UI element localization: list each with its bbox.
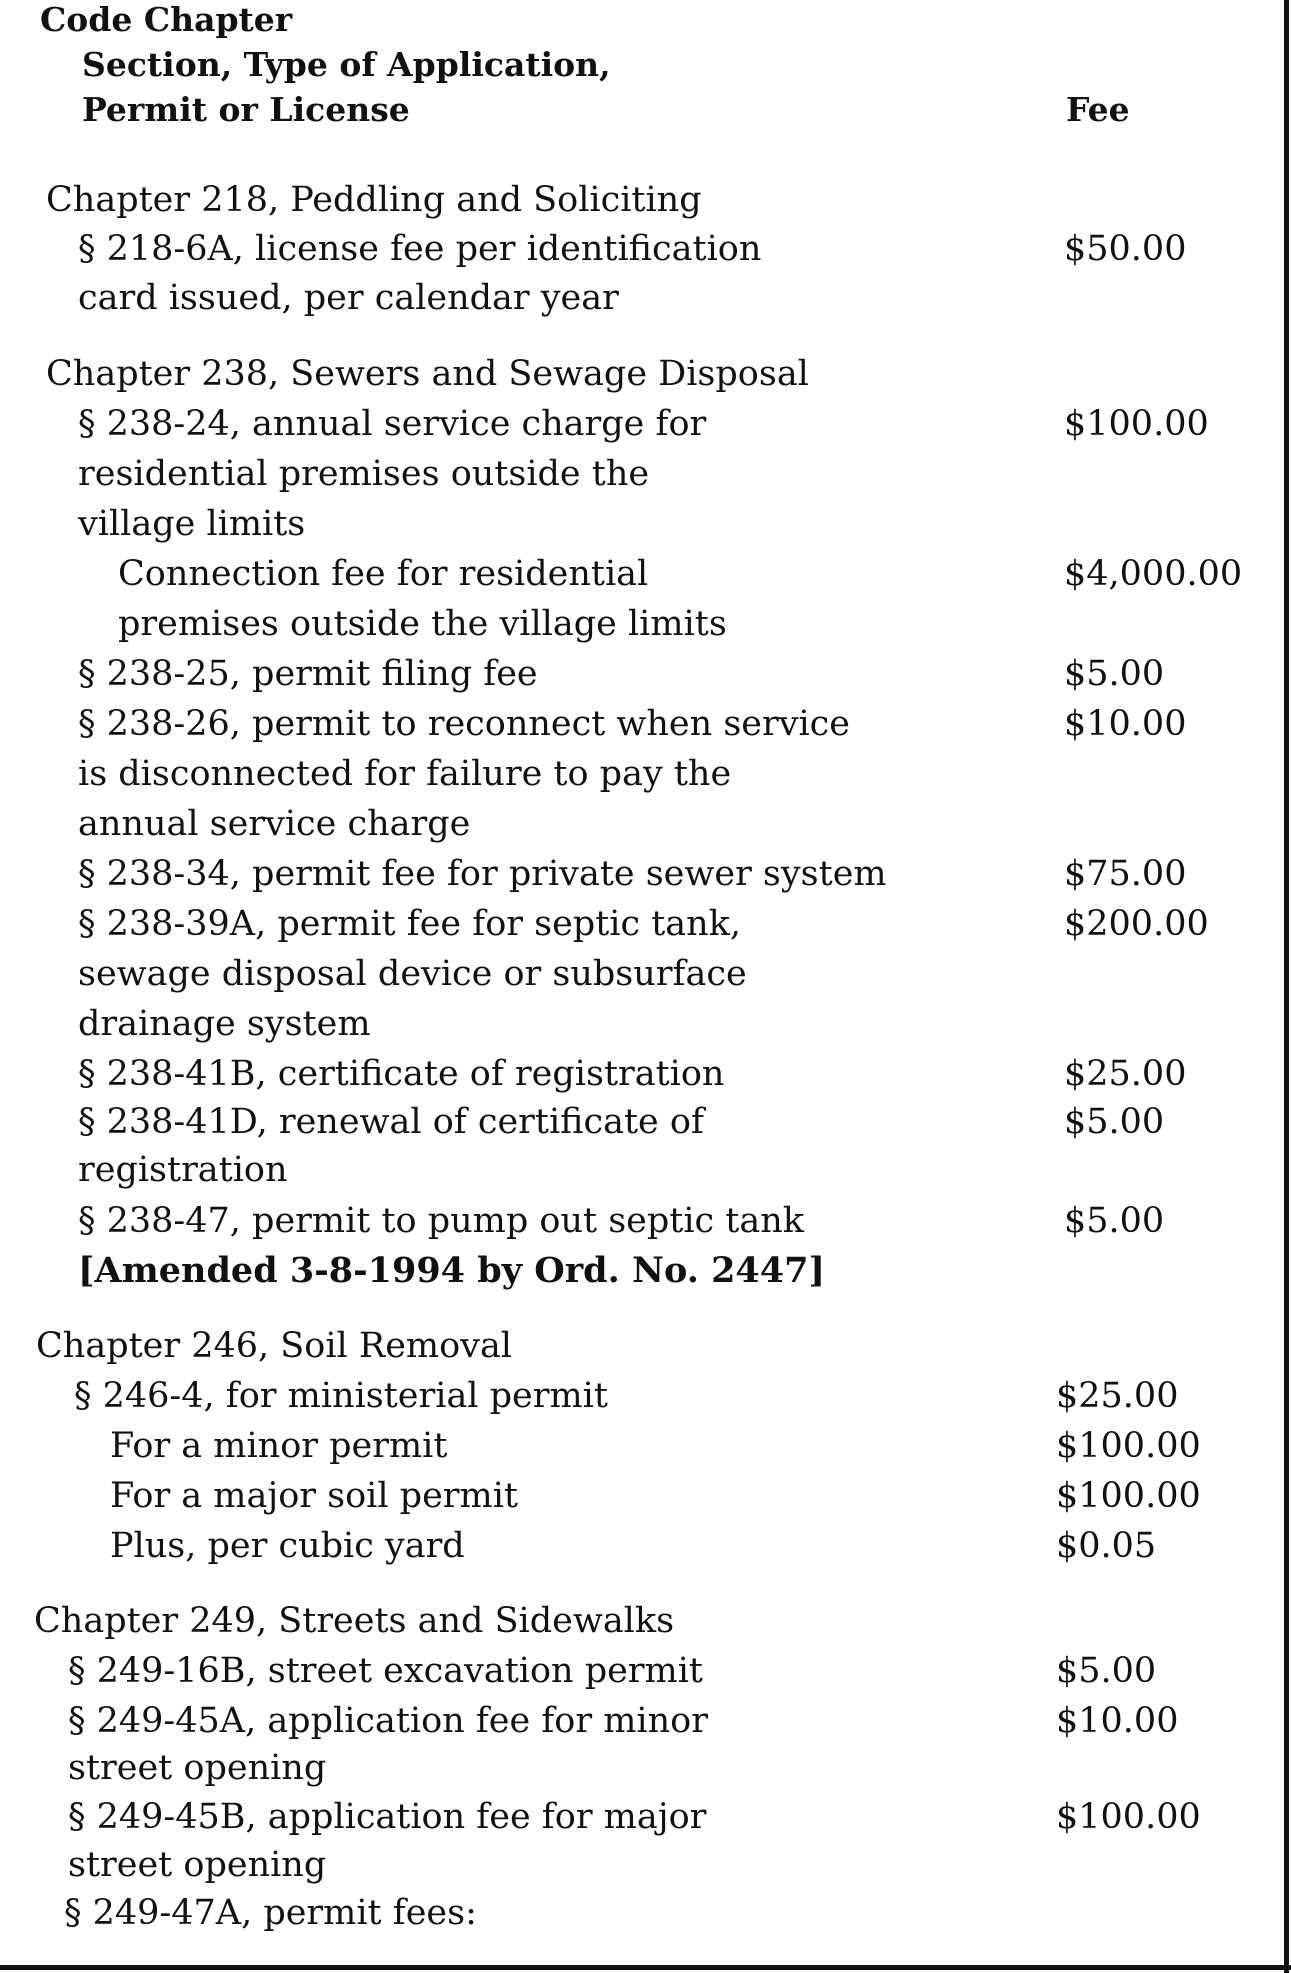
- fee-249-16b: $5.00: [1056, 1651, 1157, 1691]
- section-218-6a: § 218-6A, license fee per identification: [78, 229, 762, 269]
- fee-238-26: $10.00: [1064, 704, 1187, 744]
- section-238-41b: § 238-41B, certificate of registration: [78, 1054, 725, 1094]
- fee-238-41d: $5.00: [1064, 1102, 1165, 1142]
- fee-238-34: $75.00: [1064, 854, 1187, 894]
- section-238-39a-cont2: drainage system: [78, 1004, 371, 1044]
- chapter-218-title: Chapter 218, Peddling and Soliciting: [46, 180, 702, 220]
- section-238-24-cont2: village limits: [78, 504, 306, 544]
- header-section-type: Section, Type of Application,: [82, 45, 611, 84]
- section-249-47a: § 249-47A, permit fees:: [64, 1893, 477, 1933]
- section-238-47: § 238-47, permit to pump out septic tank: [78, 1201, 804, 1241]
- per-cubic-yard: Plus, per cubic yard: [110, 1526, 465, 1566]
- section-249-45a-cont: street opening: [68, 1748, 327, 1788]
- fee-246-4: $25.00: [1056, 1376, 1179, 1416]
- header-fee: Fee: [1066, 90, 1130, 129]
- connection-fee: Connection fee for residential: [118, 554, 649, 594]
- section-238-24-cont1: residential premises outside the: [78, 454, 650, 494]
- connection-fee-cont: premises outside the village limits: [118, 604, 727, 644]
- fee-249-45a: $10.00: [1056, 1701, 1179, 1741]
- section-238-39a-cont1: sewage disposal device or subsurface: [78, 954, 747, 994]
- section-246-4: § 246-4, for ministerial permit: [74, 1376, 608, 1416]
- fee-218-6a: $50.00: [1064, 229, 1187, 269]
- fee-per-cubic-yard: $0.05: [1056, 1526, 1157, 1566]
- chapter-246-title: Chapter 246, Soil Removal: [36, 1326, 513, 1366]
- section-238-25: § 238-25, permit filing fee: [78, 654, 538, 694]
- section-238-39a: § 238-39A, permit fee for septic tank,: [78, 904, 742, 944]
- section-238-41d-cont: registration: [78, 1150, 288, 1190]
- section-238-26-cont2: annual service charge: [78, 804, 471, 844]
- major-soil-permit: For a major soil permit: [110, 1476, 518, 1516]
- chapter-238-title: Chapter 238, Sewers and Sewage Disposal: [46, 354, 809, 394]
- minor-permit: For a minor permit: [110, 1426, 448, 1466]
- fee-major-soil-permit: $100.00: [1056, 1476, 1201, 1516]
- bottom-border-rule: [0, 1965, 1291, 1970]
- fee-connection: $4,000.00: [1064, 554, 1243, 594]
- section-249-45b-cont: street opening: [68, 1845, 327, 1885]
- fee-minor-permit: $100.00: [1056, 1426, 1201, 1466]
- header-code-chapter: Code Chapter: [40, 0, 293, 39]
- section-238-26: § 238-26, permit to reconnect when service: [78, 704, 850, 744]
- section-249-16b: § 249-16B, street excavation permit: [68, 1651, 703, 1691]
- section-238-41d: § 238-41D, renewal of certificate of: [78, 1102, 704, 1142]
- section-238-34: § 238-34, permit fee for private sewer system: [78, 854, 887, 894]
- fee-238-39a: $200.00: [1064, 904, 1209, 944]
- section-238-26-cont1: is disconnected for failure to pay the: [78, 754, 732, 794]
- chapter-249-title: Chapter 249, Streets and Sidewalks: [34, 1601, 675, 1641]
- section-249-45a: § 249-45A, application fee for minor: [68, 1701, 708, 1741]
- fee-249-45b: $100.00: [1056, 1797, 1201, 1837]
- section-249-45b: § 249-45B, application fee for major: [68, 1797, 707, 1837]
- right-border-rule: [1284, 0, 1289, 1973]
- header-permit-license: Permit or License: [82, 90, 410, 129]
- section-218-6a-cont: card issued, per calendar year: [78, 278, 619, 318]
- fee-238-25: $5.00: [1064, 654, 1165, 694]
- amendment-note: [Amended 3-8-1994 by Ord. No. 2447]: [78, 1250, 826, 1291]
- section-238-24: § 238-24, annual service charge for: [78, 404, 707, 444]
- fee-238-24: $100.00: [1064, 404, 1209, 444]
- fee-238-47: $5.00: [1064, 1201, 1165, 1241]
- fee-238-41b: $25.00: [1064, 1054, 1187, 1094]
